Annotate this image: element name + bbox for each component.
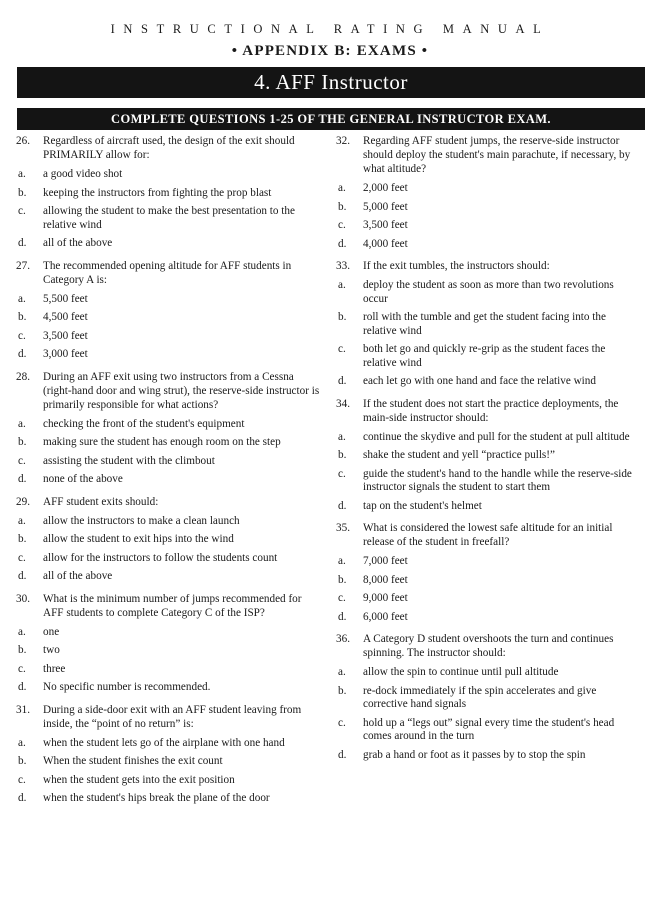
option-text: hold up a “legs out” signal every time the student's head comes around in the turn [363,716,615,742]
option-letter: c. [18,454,26,467]
option-text: continue the skydive and pull for the student at pull altitude [363,430,630,443]
question-stem [16,370,320,412]
option-letter: b. [18,311,27,323]
option-letter: d. [18,237,27,249]
answer-options [16,418,320,487]
question-text: During an AFF exit using two instructors from a Cessna (right-hand door and wing strut), the reserve-side instructor is primarily responsible for what actions? [43,370,320,411]
answer-option [336,343,640,370]
answer-option [336,182,640,196]
answer-option [16,681,320,695]
answer-option [336,311,640,338]
option-text: a good video shot [43,168,123,180]
answer-option [16,293,320,307]
option-text: three [43,662,66,675]
question-number: 34. [336,397,350,410]
option-text: when the student's hips break the plane of the door [43,792,270,804]
option-letter: d. [338,237,347,250]
option-letter: c. [18,662,26,675]
option-text: tap on the student's helmet [363,499,482,512]
option-text: 7,000 feet [363,555,408,567]
question-number: 35. [336,522,350,534]
option-letter: d. [18,348,27,360]
option-text: deploy the student as soon as more than two revolutions occur [363,279,614,305]
answer-option [336,749,640,763]
answer-option [336,685,640,712]
question-stem [336,134,640,176]
option-text: 4,000 feet [363,237,408,250]
answer-option [16,570,320,584]
option-letter: c. [338,343,346,355]
question-32 [336,134,640,251]
option-text: re-dock immediately if the spin accelerates and give corrective hand signals [363,684,597,710]
option-letter: d. [18,681,27,693]
answer-option [16,755,320,769]
answer-option [336,449,640,463]
answer-option [336,500,640,514]
option-letter: a. [18,736,26,749]
question-34 [336,397,640,514]
option-text: allowing the student to make the best presentation to the relative wind [43,205,295,231]
option-text: 5,500 feet [43,292,88,305]
answer-option [16,626,320,640]
answer-options [16,515,320,584]
answer-option [16,774,320,788]
answer-option [16,792,320,806]
answer-options [336,666,640,762]
answer-option [16,552,320,566]
option-letter: d. [18,792,27,804]
option-letter: c. [338,467,346,480]
option-text: 3,500 feet [43,329,88,342]
option-letter: b. [338,311,347,323]
option-letter: b. [18,755,27,767]
option-letter: a. [18,514,26,527]
question-33 [336,259,640,389]
option-text: one [43,625,60,638]
option-text: when the student lets go of the airplane with one hand [43,736,285,749]
question-text: If the student does not start the practice deployments, the main-side instructor should: [363,397,619,424]
option-letter: a. [338,279,346,291]
option-letter: a. [338,666,346,678]
question-number: 27. [16,259,30,272]
option-text: checking the front of the student's equipment [43,417,245,430]
option-text: assisting the student with the climbout [43,454,215,467]
question-stem [336,259,640,273]
option-letter: a. [338,182,346,194]
question-text: The recommended opening altitude for AFF students in Category A is: [43,259,292,286]
answer-option [336,238,640,252]
question-number: 32. [336,135,350,147]
answer-option [16,187,320,201]
option-letter: b. [18,436,27,448]
section-title: 4. AFF Instructor [17,67,645,98]
question-36 [336,632,640,762]
question-text: What is considered the lowest safe altitude for an initial release of the student in freefall? [363,522,613,548]
option-letter: d. [338,748,347,761]
answer-options [16,293,320,362]
option-text: When the student finishes the exit count [43,755,223,767]
answer-option [16,418,320,432]
question-number: 26. [16,135,30,147]
answer-option [16,455,320,469]
option-letter: c. [338,219,346,231]
option-letter: c. [18,551,26,564]
option-letter: a. [338,555,346,567]
question-30 [16,592,320,695]
option-text: making sure the student has enough room on the step [43,436,281,448]
option-text: guide the student's hand to the handle while the reserve-side instructor signals the student to start them [363,467,632,493]
question-stem [16,592,320,620]
option-text: both let go and quickly re-grip as the student faces the relative wind [363,343,606,369]
question-stem [16,259,320,287]
option-text: all of the above [43,570,113,582]
option-text: allow for the instructors to follow the students count [43,551,278,564]
option-letter: a. [18,625,26,638]
option-text: No specific number is recommended. [43,681,211,693]
answer-options [336,182,640,251]
question-number: 31. [16,703,30,716]
option-letter: b. [338,573,347,586]
option-text: grab a hand or foot as it passes by to stop the spin [363,748,586,761]
option-text: 3,000 feet [43,348,88,360]
answer-option [336,592,640,606]
question-number: 28. [16,370,30,383]
option-letter: c. [18,329,26,342]
option-text: when the student gets into the exit position [43,773,235,786]
answer-option [16,348,320,362]
question-text: What is the minimum number of jumps recommended for AFF students to complete Category C of the ISP? [43,592,302,619]
option-letter: d. [338,499,347,512]
answer-option [16,644,320,658]
question-text: Regardless of aircraft used, the design of the exit should PRIMARILY allow for: [43,135,295,161]
option-text: shake the student and yell “practice pulls!” [363,449,555,461]
option-text: 4,500 feet [43,311,88,323]
question-27 [16,259,320,362]
option-text: 8,000 feet [363,573,408,586]
answer-option [16,533,320,547]
answer-options [16,737,320,806]
answer-options [336,279,640,389]
question-26 [16,134,320,251]
option-letter: b. [18,644,27,656]
option-text: 6,000 feet [363,610,408,623]
answer-options [16,626,320,695]
question-text: During a side-door exit with an AFF student leaving from inside, the “point of no return” is: [43,703,302,730]
option-letter: d. [18,473,27,485]
answer-option [336,201,640,215]
right-question-column [336,134,640,770]
answer-option [16,436,320,450]
option-letter: b. [18,533,27,545]
question-stem [336,521,640,549]
question-29 [16,495,320,584]
question-text: A Category D student overshoots the turn and continues spinning. The instructor should: [363,633,614,659]
question-stem [16,134,320,162]
question-text: Regarding AFF student jumps, the reserve-side instructor should deploy the student's main parachute, if necessary, by what altitude? [363,135,631,175]
question-number: 33. [336,260,350,272]
section-instruction: COMPLETE QUESTIONS 1-25 OF THE GENERAL INSTRUCTOR EXAM. [17,108,645,130]
answer-option [336,666,640,680]
option-text: none of the above [43,473,123,485]
option-text: 5,000 feet [363,200,408,213]
question-number: 29. [16,495,30,508]
answer-option [16,237,320,251]
option-text: 3,500 feet [363,219,408,231]
option-text: keeping the instructors from fighting the prop blast [43,186,272,199]
option-letter: b. [18,186,27,199]
option-letter: c. [18,205,26,217]
answer-option [16,168,320,182]
option-letter: b. [338,449,347,461]
option-text: 2,000 feet [363,182,408,194]
answer-option [16,311,320,325]
answer-option [336,375,640,389]
question-35 [336,521,640,624]
option-text: allow the spin to continue until pull altitude [363,666,559,678]
answer-options [16,168,320,251]
answer-option [336,717,640,744]
option-letter: d. [338,375,347,387]
question-number: 36. [336,633,350,645]
option-text: all of the above [43,237,113,249]
question-text: AFF student exits should: [43,495,159,508]
answer-option [336,219,640,233]
option-letter: b. [338,200,347,213]
option-letter: a. [18,417,26,430]
answer-option [16,515,320,529]
answer-option [336,555,640,569]
answer-option [336,611,640,625]
answer-option [336,468,640,495]
manual-title: INSTRUCTIONAL RATING MANUAL [110,22,550,36]
option-text: two [43,644,60,656]
question-28 [16,370,320,487]
left-question-column [16,134,320,814]
option-letter: c. [18,773,26,786]
answer-option [336,279,640,306]
question-31 [16,703,320,806]
option-letter: a. [18,292,26,305]
answer-options [336,555,640,624]
option-letter: a. [338,430,346,443]
option-text: allow the student to exit hips into the wind [43,533,234,545]
option-letter: d. [338,610,347,623]
answer-option [336,574,640,588]
question-stem [336,397,640,425]
answer-option [16,330,320,344]
answer-options [336,431,640,514]
option-text: each let go with one hand and face the relative wind [363,375,596,387]
question-number: 30. [16,592,30,605]
answer-option [16,737,320,751]
option-text: roll with the tumble and get the student facing into the relative wind [363,311,606,337]
question-stem [336,632,640,660]
answer-option [16,205,320,232]
option-letter: b. [338,684,347,697]
appendix-heading: • APPENDIX B: EXAMS • [231,43,429,59]
option-letter: d. [18,570,27,582]
option-text: 9,000 feet [363,592,408,604]
option-letter: a. [18,168,26,180]
option-text: allow the instructors to make a clean launch [43,514,240,527]
answer-option [336,431,640,445]
option-letter: c. [338,592,346,604]
answer-option [16,663,320,677]
question-stem [16,495,320,509]
question-text: If the exit tumbles, the instructors should: [363,260,550,272]
answer-option [16,473,320,487]
option-letter: c. [338,716,346,729]
question-stem [16,703,320,731]
